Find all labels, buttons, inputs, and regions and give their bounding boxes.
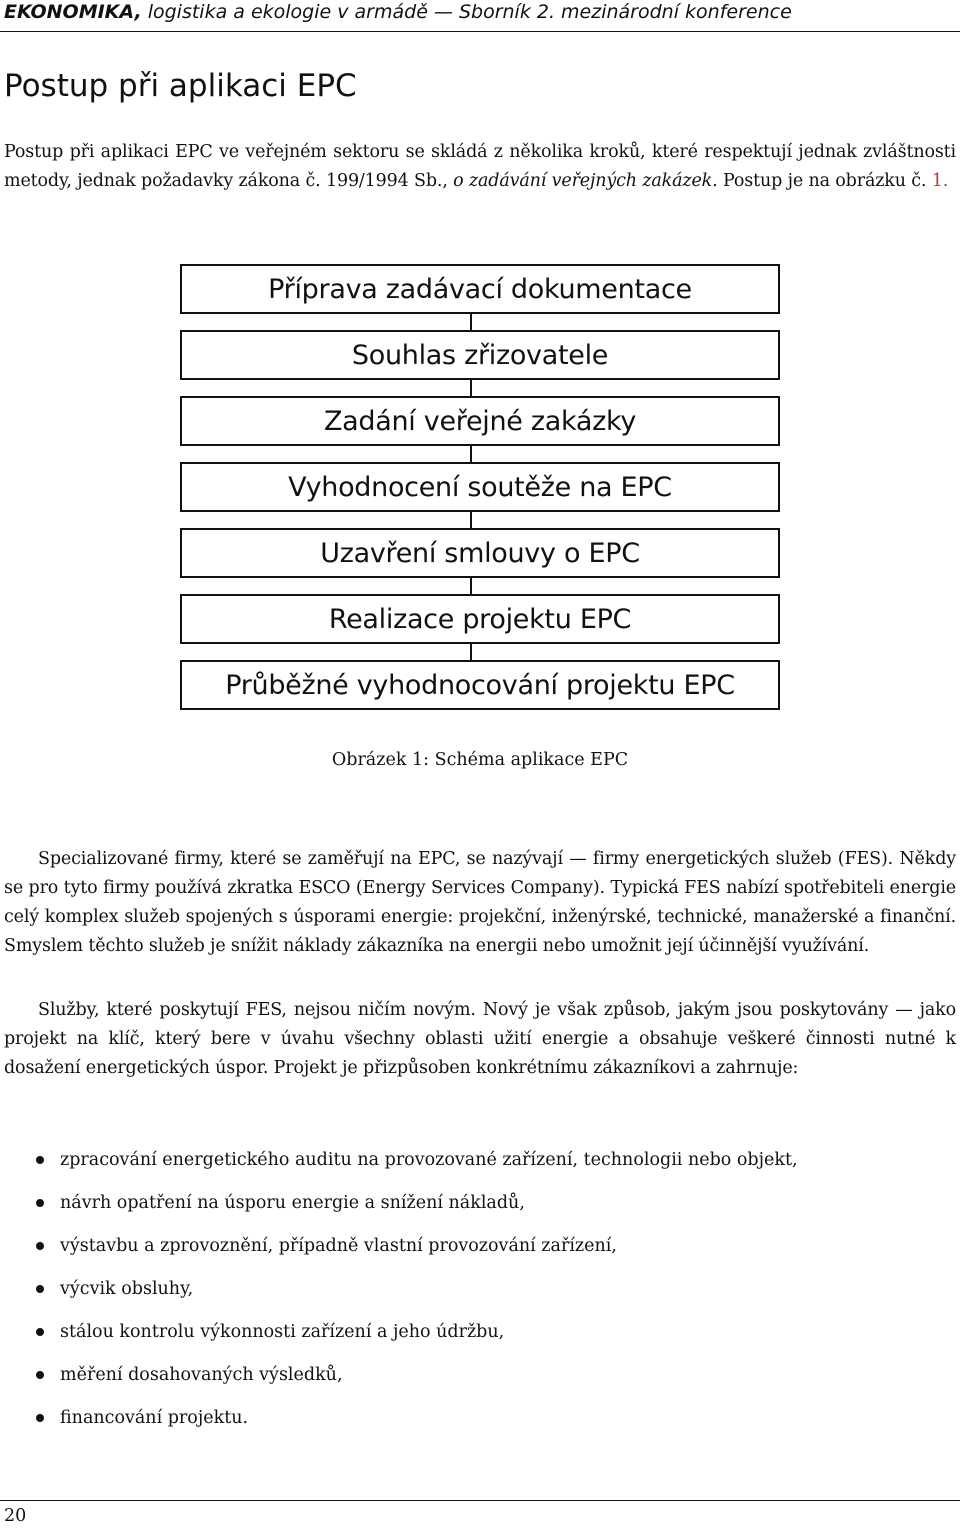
figure-reference-link[interactable]: 1. (926, 171, 949, 191)
flow-step-3: Zadání veřejné zakázky (180, 396, 780, 446)
flow-connector (470, 644, 472, 660)
header-rule (0, 31, 960, 32)
flow-connector (470, 512, 472, 528)
epc-flowchart (180, 264, 780, 716)
list-item (4, 1358, 956, 1401)
bullet-icon (36, 1414, 44, 1422)
flow-step-5: Uzavření smlouvy o EPC (180, 528, 780, 578)
flow-step-7: Průběžné vyhodnocování projektu EPC (180, 660, 780, 710)
bullet-icon (36, 1242, 44, 1250)
bullet-icon (36, 1371, 44, 1379)
list-item (4, 1315, 956, 1358)
page-number: 20 (4, 1506, 27, 1526)
list-item (4, 1143, 956, 1186)
list-item-text: měření dosahovaných výsledků, (60, 1365, 343, 1385)
list-item (4, 1272, 956, 1315)
header-rest: logistika a ekologie v armádě — Sborník 2. mezinárodní konference (141, 1, 792, 23)
intro-law-title: o zadávání veřejných zakázek. (447, 171, 718, 191)
list-item-text: návrh opatření na úsporu energie a snížení nákladů, (60, 1193, 525, 1213)
flow-step-2: Souhlas zřizovatele (180, 330, 780, 380)
figure-caption: Obrázek 1: Schéma aplikace EPC (331, 750, 629, 770)
services-list (4, 1143, 956, 1444)
intro-text-2: Postup je na obrázku č. (717, 171, 927, 191)
list-item-text: výstavbu a zprovoznění, případně vlastní provozování zařízení, (60, 1236, 617, 1256)
flow-connector (470, 314, 472, 330)
footer-rule (0, 1500, 960, 1501)
bullet-icon (36, 1199, 44, 1207)
bullet-icon (36, 1156, 44, 1164)
intro-paragraph (4, 138, 956, 196)
flow-connector (470, 380, 472, 396)
intro-text-1: Postup při aplikaci EPC ve veřejném sektoru se skládá z několika kroků, které respektují jednak zvláštnosti metody, jednak požadavky zákona č. 199/1994 Sb., (4, 142, 956, 191)
flow-step-4: Vyhodnocení soutěže na EPC (180, 462, 780, 512)
bullet-icon (36, 1285, 44, 1293)
flow-step-1: Příprava zadávací dokumentace (180, 264, 780, 314)
flow-connector (470, 446, 472, 462)
bullet-icon (36, 1328, 44, 1336)
list-item (4, 1186, 956, 1229)
list-item-text: financování projektu. (60, 1408, 249, 1428)
list-item-text: stálou kontrolu výkonnosti zařízení a jeho údržbu, (60, 1322, 505, 1342)
flow-step-6: Realizace projektu EPC (180, 594, 780, 644)
running-header (4, 0, 956, 24)
list-item-text: výcvik obsluhy, (60, 1279, 194, 1299)
list-item-text: zpracování energetického auditu na provozované zařízení, technologii nebo objekt, (60, 1150, 798, 1170)
list-item (4, 1229, 956, 1272)
section-title: Postup při aplikaci EPC (4, 68, 357, 104)
header-journal: EKONOMIKA, (4, 1, 142, 23)
services-paragraph: Služby, které poskytují FES, nejsou ničím novým. Nový je však způsob, jakým jsou poskytovány — jako projekt na klíč, který bere v úvahu všechny oblasti užití energie a obsahuje veškeré činnosti nutné k dosažení energetických úspor. Projekt je přizpůsoben konkrétnímu zákazníkovi a zahrnuje: (4, 1000, 956, 1078)
list-item (4, 1401, 956, 1444)
flow-connector (470, 578, 472, 594)
fes-paragraph: Specializované firmy, které se zaměřují na EPC, se nazývají — firmy energetických služeb (FES). Někdy se pro tyto firmy používá zkratka ESCO (Energy Services Company). Typická FES nabízí spotřebiteli energie celý komplex služeb spojených s úsporami energie: projekční, inženýrské, technické, manažerské a finanční. Smyslem těchto služeb je snížit náklady zákazníka na energii nebo umožnit její účinnější využívání. (4, 849, 956, 956)
